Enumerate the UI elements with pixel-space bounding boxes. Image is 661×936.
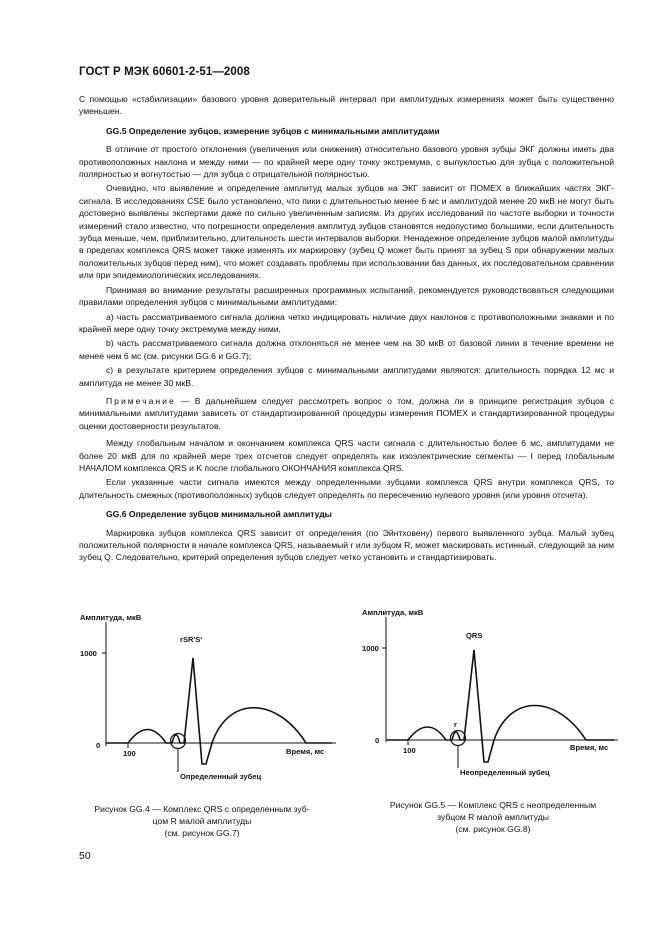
small-wave-label: r [454,720,457,729]
paragraph: Между глобальным началом и окончанием комплекса QRS части сигнала с длительностью более 6 мс, амплитудами не более 20 мкВ для по крайней мере трех отсчетов следует определять как изоэлектрические сегменты — I перед глобальным НАЧАЛОМ комплекса QRS и K после глобального ОКОНЧАНИЯ комплекса QRS. [79,438,614,473]
caption-line: цом R малой амплитуды [152,816,252,827]
peak-label: QRS [466,631,483,640]
peak-label: rSR'S' [180,635,203,644]
x-tick-label: 100 [123,749,136,758]
body-text [79,93,614,566]
list-item-c: с) в результате критерием определения зубцов с минимальными амплитудами являются: длительность порядка 12 мс и амплитуда не менее 30 мкВ. [79,365,614,388]
origin-label: 0 [96,741,101,750]
x-axis-label: Время, мс [286,747,325,756]
x-axis-label: Время, мс [570,743,609,752]
list-item-b: b) часть рассматриваемого сигнала должна отклоняться не менее чем на 30 мкВ от базовой линии в течение времени не менее чем 6 мс (см. рисунки GG.6 и GG.7); [79,338,614,361]
caption-line: зубцом R малой амплитуды [437,812,549,823]
note-text: — В дальнейшем следует рассмотреть вопрос о том, должна ли в принципе регистрация зубцов с минимальными амплитудами зависеть от стандартизированной процедуры измерения ПОМЕХ и стандартизированной процедуры оценки достоверности результатов. [79,395,614,431]
page-number: 50 [79,850,91,862]
note [79,395,614,432]
caption-line: (см. рисунок GG.7) [164,828,240,839]
figure-gg5 [348,596,638,796]
section-heading-gg5: GG.5 Определение зубцов, измерение зубцов с минимальными амплитудами [106,125,440,136]
caption-gg4 [76,803,328,840]
paragraph: В отличие от простого отклонения (увеличения или снижения) относительно базового уровня зубцы ЭКГ должны иметь два противоположных наклона и между ними — по крайней мере одну точку экстремума, с выпуклостью для зубца с положительной полярностью и вогнутостью — для зубца с отрицательной полярностью. [79,144,614,180]
note-prefix: Примечание [106,395,176,406]
caption-line: Рисунок GG.5 — Комплекс QRS с неопределенным [389,800,597,810]
section-heading-gg6: GG.6 Определение зубцов минимальной амплитуды [106,509,333,520]
paragraph: Если указанные части сигнала имеются между определенными зубцами комплекса QRS внутри комплекса QRS, то длительность смежных (противоположных) зубцов следует определять по пересечению нулевого уровня (или уровня отсчета). [79,477,614,500]
wave-annotation: Неопределенный зубец [460,768,550,777]
y-tick-label: 1000 [80,649,97,658]
y-axis-label: Амплитуда, мкВ [362,608,424,617]
x-tick-label: 100 [403,746,416,755]
paragraph: С помощью «стабилизации» базового уровня доверительный интервал при амплитудных измерениях может быть существенно уменьшен. [79,94,614,117]
ecg-plot-right [348,596,638,796]
paragraph: Принимая во внимание результаты расширенных программных испытаний, рекомендуется руководствоваться следующими правилами определения зубцов с минимальными амплитудами: [79,284,614,308]
document-header: ГОСТ Р МЭК 60601-2-51—2008 [79,66,250,78]
caption-gg5 [355,799,631,836]
caption-line: (см. рисунок GG.8) [455,824,531,835]
paragraph: Маркировка зубцов комплекса QRS зависит от определения (по Эйнтховену) первого выявленного зубца. Малый зубец положительной полярности в начале комплекса QRS, называемый r или зубцом R, может маскировать истинный, следующий за ним зубец Q. Следовательно, критерий определения зубцов следует четко установить и стандартизировать. [79,527,614,563]
figure-gg4 [76,596,348,796]
caption-line: Рисунок GG.4 — Комплекс QRS с определенным зуб- [94,804,310,814]
origin-label: 0 [375,736,380,745]
y-tick-label: 1000 [362,644,379,653]
ecg-plot-left [76,596,348,796]
wave-annotation: Определенный зубец [180,772,262,781]
list-item-a: а) часть рассматриваемого сигнала должна четко индицировать наличие двух наклонов с противоположными знаками и по крайней мере одну точку экстремума между ними, [79,311,614,334]
paragraph: Очевидно, что выявление и определение амплитуд малых зубцов на ЭКГ зависит от ПОМЕХ в ближайших частях ЭКГ-сигнала. В исследованиях CSE было установлено, что пики с длительностью менее 6 мс и амплитудой менее 20 мкВ не могут быть достоверно выявлены экспертами даже по сильно увеличенным записям. Из других исследований по частоте выборки и точности измерений стало известно, что погрешности определения амплитуд зубцов становятся недопустимо большими, если длительность зубца меньше, чем, приблизительно, длительность шести интервалов выборки. Ненадежное определение зубцов малой амплитуды в пределах комплекса QRS может также изменять их маркировку (зубец Q может быть принят за зубец S при обнаружении малых положительных зубцов перед ним), что может создавать проблемы при использовании баз данных, их последовательном сравнении или при эпидемиологических исследованиях. [79,183,614,281]
y-axis-label: Амплитуда, мкВ [80,613,142,622]
